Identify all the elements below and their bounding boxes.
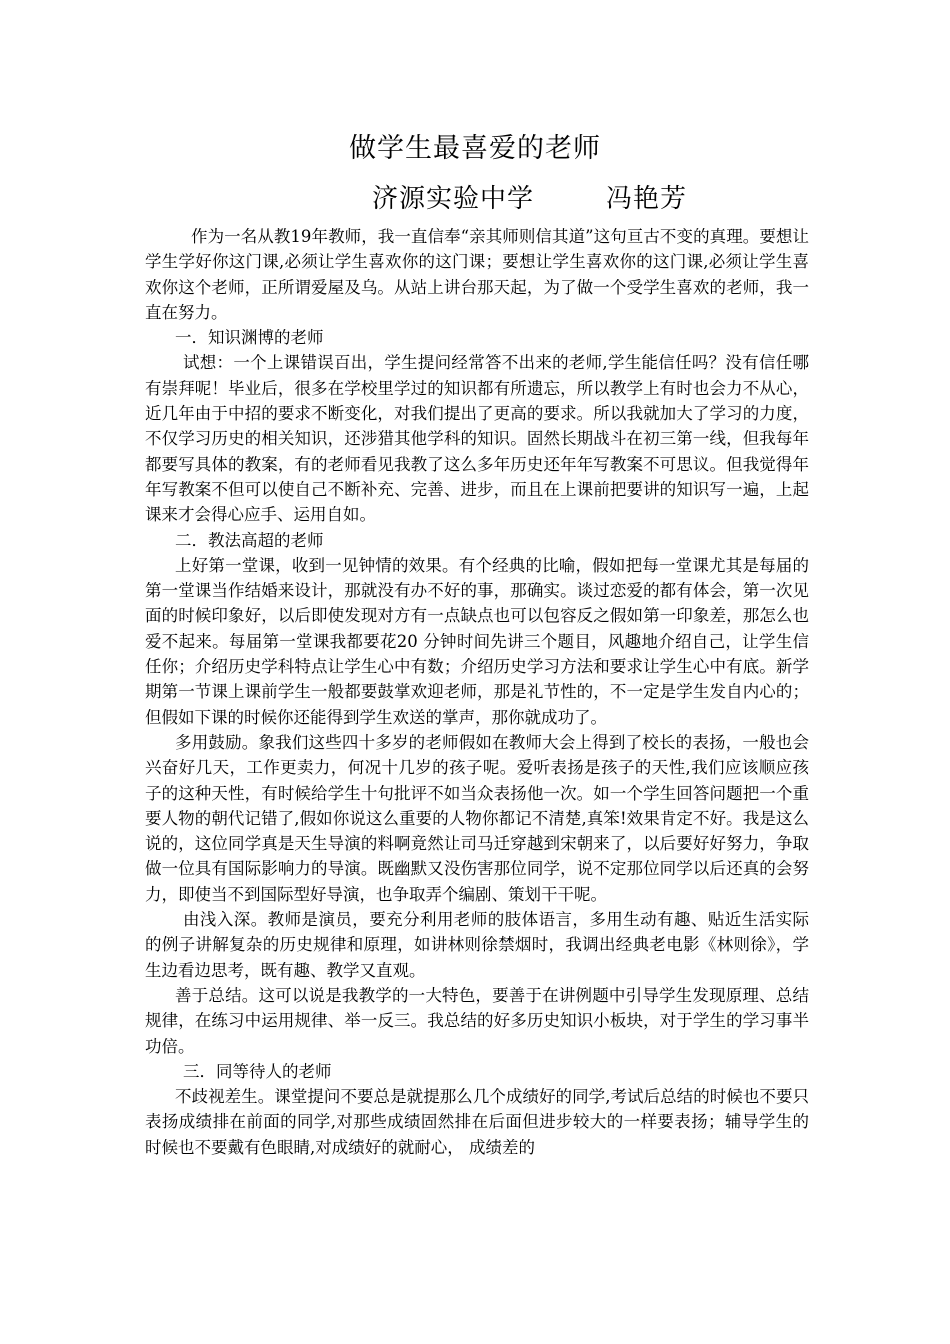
author-byline	[372, 180, 772, 218]
section-heading-2: 二．教法高超的老师	[175, 530, 324, 550]
section2-paragraph-3: 由浅入深。教师是演员，要充分利用老师的肢体语言，多用生动有趣、贴近生活实际的例子讲解复杂的历史规律和原理，如讲林则徐禁烟时，我调出经典老电影《林则徐》，学生边看边思考，既有趣、教学又直观。	[145, 910, 809, 980]
section1-paragraph-1: 试想：一个上课错误百出，学生提问经常答不出来的老师,学生能信任吗？没有信任哪有崇拜呢！毕业后，很多在学校里学过的知识都有所遗忘，所以教学上有时也会力不从心，近几年由于中招的要求不断变化，对我们提出了更高的要求。所以我就加大了学习的力度，不仅学习历史的相关知识，还涉猎其他学科的知识。固然长期战斗在初三第一线，但我每年都要写具体的教案，有的老师看见我教了这么多年历史还年年写教案不可思议。但我觉得年年写教案不但可以使自己不断补充、完善、进步，而且在上课前把要讲的知识写一遍，上起课来才会得心应手、运用自如。	[145, 353, 809, 525]
section3-paragraph-1: 不歧视差生。课堂提问不要总是就提那么几个成绩好的同学,考试后总结的时候也不要只表扬成绩排在前面的同学,对那些成绩固然排在后面但进步较大的一样要表扬；辅导学生的时候也不要戴有色眼睛,对成绩好的就耐心， 成绩差的	[145, 1087, 809, 1157]
section2-paragraph-1: 上好第一堂课，收到一见钟情的效果。有个经典的比喻，假如把每一堂课尤其是每届的第一堂课当作结婚来设计，那就没有办不好的事，那确实。谈过恋爱的都有体会，第一次见面的时候印象好，以后即使发现对方有一点缺点也可以包容反之假如第一印象差，那怎么也爱不起来。每届第一堂课我都要花20 分钟时间先讲三个题目，风趣地介绍自己，让学生信任你；介绍历史学科特点让学生心中有数；介绍历史学习方法和要求让学生心中有底。新学期第一节课上课前学生一般都要鼓掌欢迎老师，那是礼节性的，不一定是学生发自内心的；但假如下课的时候你还能得到学生欢送的掌声，那你就成功了。	[145, 555, 809, 727]
school-name: 济源实验中学	[372, 184, 535, 214]
intro-paragraph: 作为一名从教19年教师，我一直信奉“亲其师则信其道”这句亘古不变的真理。要想让学生学好你这门课,必须让学生喜欢你的这门课；要想让学生喜欢你的这门课,必须让学生喜欢你这个老师，正所谓爱屋及乌。从站上讲台那天起，为了做一个受学生喜欢的老师，我一直在努力。	[145, 227, 809, 322]
section2-paragraph-2: 多用鼓励。象我们这些四十多岁的老师假如在教师大会上得到了校长的表扬，一般也会兴奋好几天，工作更卖力，何况十几岁的孩子呢。爱听表扬是孩子的天性,我们应该顺应孩子的这种天性，有时候给学生十句批评不如当众表扬他一次。如一个学生回答问题把一个重要人物的朝代记错了,假如你说这么重要的人物你都记不清楚,真笨!效果肯定不好。我是这么说的，这位同学真是天生导演的料啊竟然让司马迁穿越到宋朝来了，以后要好好努力，争取做一位具有国际影响力的导演。既幽默又没伤害那位同学，说不定那位同学以后还真的会努力，即使当不到国际型好导演，也争取弄个编剧、策划干干呢。	[145, 732, 809, 904]
document-body	[145, 224, 809, 1160]
section2-paragraph-4: 善于总结。这可以说是我教学的一大特色，要善于在讲例题中引导学生发现原理、总结规律，在练习中运用规律、举一反三。我总结的好多历史知识小板块，对于学生的学习事半功倍。	[145, 985, 809, 1056]
section-heading-1: 一．知识渊博的老师	[175, 328, 324, 348]
author-name: 冯艳芳	[606, 184, 688, 214]
document-title: 做学生最喜爱的老师	[349, 133, 601, 164]
section-heading-3: 三．同等待人的老师	[183, 1061, 332, 1081]
